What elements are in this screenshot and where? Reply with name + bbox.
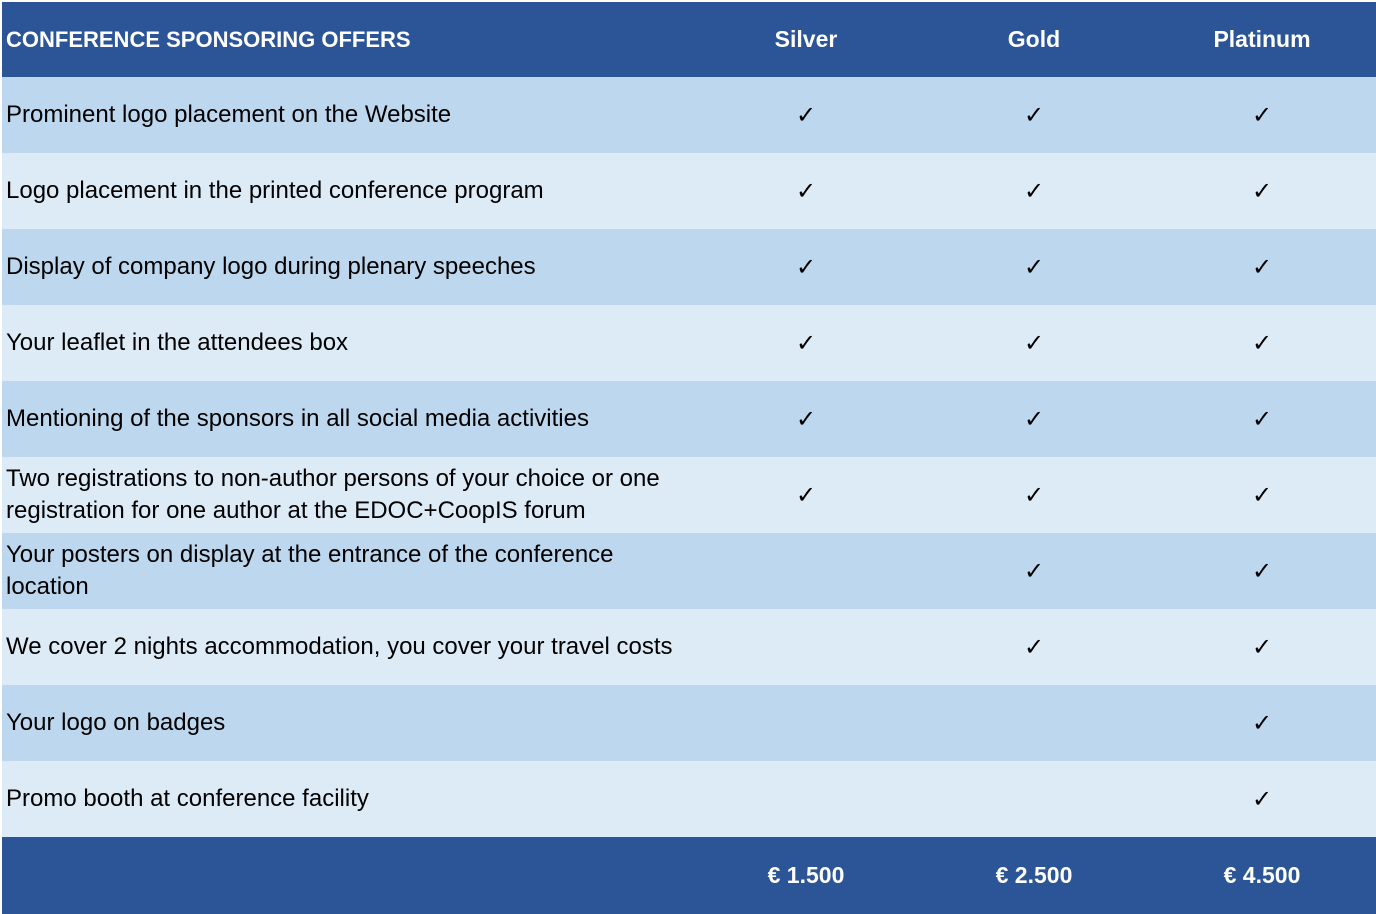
check-icon-gold: ✓ — [1023, 328, 1045, 357]
check-icon-platinum: ✓ — [1251, 404, 1273, 433]
check-icon-silver: ✓ — [795, 176, 817, 205]
feature-label: Prominent logo placement on the Website — [6, 101, 452, 128]
check-icon-platinum: ✓ — [1251, 100, 1273, 129]
table-header — [2, 2, 1376, 77]
table-row — [2, 381, 1376, 457]
check-icon-platinum: ✓ — [1251, 632, 1273, 661]
check-icon-gold: ✓ — [1023, 480, 1045, 509]
price-row — [2, 837, 1376, 914]
check-icon-platinum: ✓ — [1251, 252, 1273, 281]
feature-label: Display of company logo during plenary speeches — [6, 253, 536, 280]
check-icon-platinum: ✓ — [1251, 176, 1273, 205]
check-icon-gold: ✓ — [1023, 632, 1045, 661]
table-row — [2, 685, 1376, 761]
check-icon-platinum: ✓ — [1251, 556, 1273, 585]
table-row — [2, 77, 1376, 153]
table-row — [2, 305, 1376, 381]
check-icon-silver: ✓ — [795, 480, 817, 509]
check-icon-gold: ✓ — [1023, 100, 1045, 129]
check-icon-silver: ✓ — [795, 100, 817, 129]
feature-label: Logo placement in the printed conference program — [6, 177, 544, 204]
table-row — [2, 533, 1376, 609]
feature-label: Mentioning of the sponsors in all social media activities — [6, 405, 589, 432]
feature-label: Your posters on display at the entrance of the conference location — [6, 541, 614, 600]
feature-label: Promo booth at conference facility — [6, 785, 369, 812]
check-icon-silver: ✓ — [795, 328, 817, 357]
check-icon-platinum: ✓ — [1251, 480, 1273, 509]
check-icon-gold: ✓ — [1023, 556, 1045, 585]
table-row — [2, 153, 1376, 229]
feature-label: Your leaflet in the attendees box — [6, 329, 349, 356]
price-gold: € 2.500 — [995, 862, 1073, 888]
tier-header-platinum: Platinum — [1213, 26, 1311, 52]
table-row — [2, 229, 1376, 305]
tier-header-gold: Gold — [1007, 26, 1061, 52]
table-row — [2, 761, 1376, 837]
price-platinum: € 4.500 — [1223, 862, 1301, 888]
tier-header-silver: Silver — [774, 26, 838, 52]
table-row — [2, 609, 1376, 685]
check-icon-platinum: ✓ — [1251, 328, 1273, 357]
table-row — [2, 457, 1376, 533]
feature-label: Two registrations to non-author persons of your choice or one registration for one author at the EDOC+CoopIS forum — [6, 465, 660, 524]
check-icon-silver: ✓ — [795, 404, 817, 433]
check-icon-silver: ✓ — [795, 252, 817, 281]
price-silver: € 1.500 — [767, 862, 845, 888]
feature-label: We cover 2 nights accommodation, you cover your travel costs — [6, 633, 673, 660]
check-icon-gold: ✓ — [1023, 176, 1045, 205]
sponsoring-table — [2, 2, 1376, 914]
check-icon-platinum: ✓ — [1251, 708, 1273, 737]
table-title: CONFERENCE SPONSORING OFFERS — [6, 26, 411, 52]
check-icon-gold: ✓ — [1023, 252, 1045, 281]
feature-label: Your logo on badges — [6, 709, 226, 736]
check-icon-platinum: ✓ — [1251, 784, 1273, 813]
check-icon-gold: ✓ — [1023, 404, 1045, 433]
